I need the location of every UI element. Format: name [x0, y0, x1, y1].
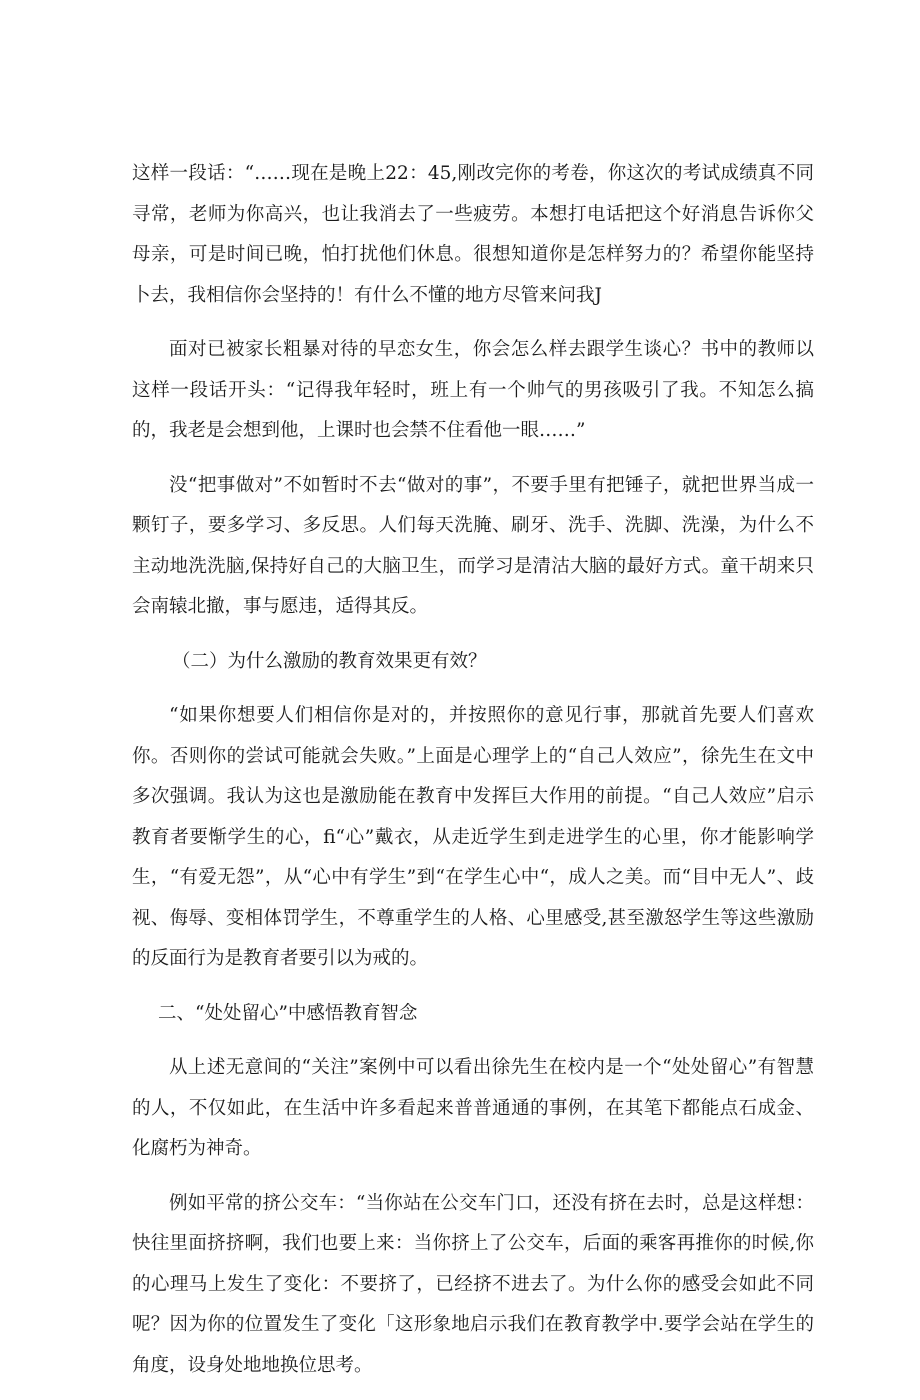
section-heading-wisdom: 二、“处处留心”中感悟教育智念: [158, 1002, 418, 1024]
subheading-motivation: （二）为什么激励的教育效果更有效？: [172, 650, 487, 672]
document-body: [132, 154, 814, 1400]
paragraph-letter-excerpt: 这样一段话：“……现在是晚上22：45,刚改完你的考卷，你这次的考试成绩真不同寻常，老师为你高兴，也让我消去了一些疲劳。本想打电话把这个好消息告诉你父母亲，可是时间已晚，怕打扰他们休息。很想知道你是怎样努力的？希望你能坚持卜去，我相信你会坚持的！有什么不懂的地方尽管来问我J: [132, 163, 814, 306]
paragraph-bus-example: 例如平常的挤公交车：“当你站在公交车门口，还没有挤在去时，总是这样想：快往里面挤挤啊，我们也要上来：当你挤上了公交车，后面的乘客再推你的时候,你的心理马上发生了变化：不要挤了，已经挤不进去了。为什么你的感受会如此不同呢？因为你的位置发生了变化「这形象地启示我们在教育教学中.要学会站在学生的角度，设身处地地换位思考。: [132, 1192, 814, 1376]
paragraph-self-effect: “如果你想要人们相信你是对的，并按照你的意见行事，那就首先要人们喜欢你。否则你的尝试可能就会失败。”上面是心理学上的“自己人效应”，徐先生在文中多次强调。我认为这也是激励能在教育中发挥巨大作用的前提。“自己人效应”启示教育者要惭学生的心，fi“心”戴衣，从走近学生到走进学生的心里，你才能影响学生，“有爱无怨”，从“心中有学生”到“在学生心中“，成人之美。而“目中无人”、歧视、侮辱、变相体罚学生，不尊重学生的人格、心里感受,甚至激怒学生等这些激励的反面行为是教育者要引以为戒的。: [132, 705, 814, 969]
paragraph-early-love-talk: 面对已被家长粗暴对待的早恋女生，你会怎么样去跟学生谈心？书中的教师以这样一段话开头：“记得我年轻时，班上有一个帅气的男孩吸引了我。不知怎么搞的，我老是会想到他，上课时也会禁不住看他一眼……”: [132, 339, 814, 441]
paragraph-reflection: 没“把事做对”不如暂时不去“做对的事”，不要手里有把锤子，就把世界当成一颗钉子，要多学习、多反思。人们每天洗腌、刷牙、洗手、洗脚、洗澡，为什么不主动地洗洗脑,保持好自己的大脑卫生，而学习是清沽大脑的最好方式。童干胡来只会南辕北撤，事与愿违，适得其反。: [132, 474, 814, 617]
paragraph-attention-cases: 从上述无意间的“关注”案例中可以看出徐先生在校内是一个“处处留心”有智慧的人，不仅如此，在生活中许多看起来普普通通的事例，在其笔下都能点石成金、化腐朽为神奇。: [132, 1057, 814, 1159]
